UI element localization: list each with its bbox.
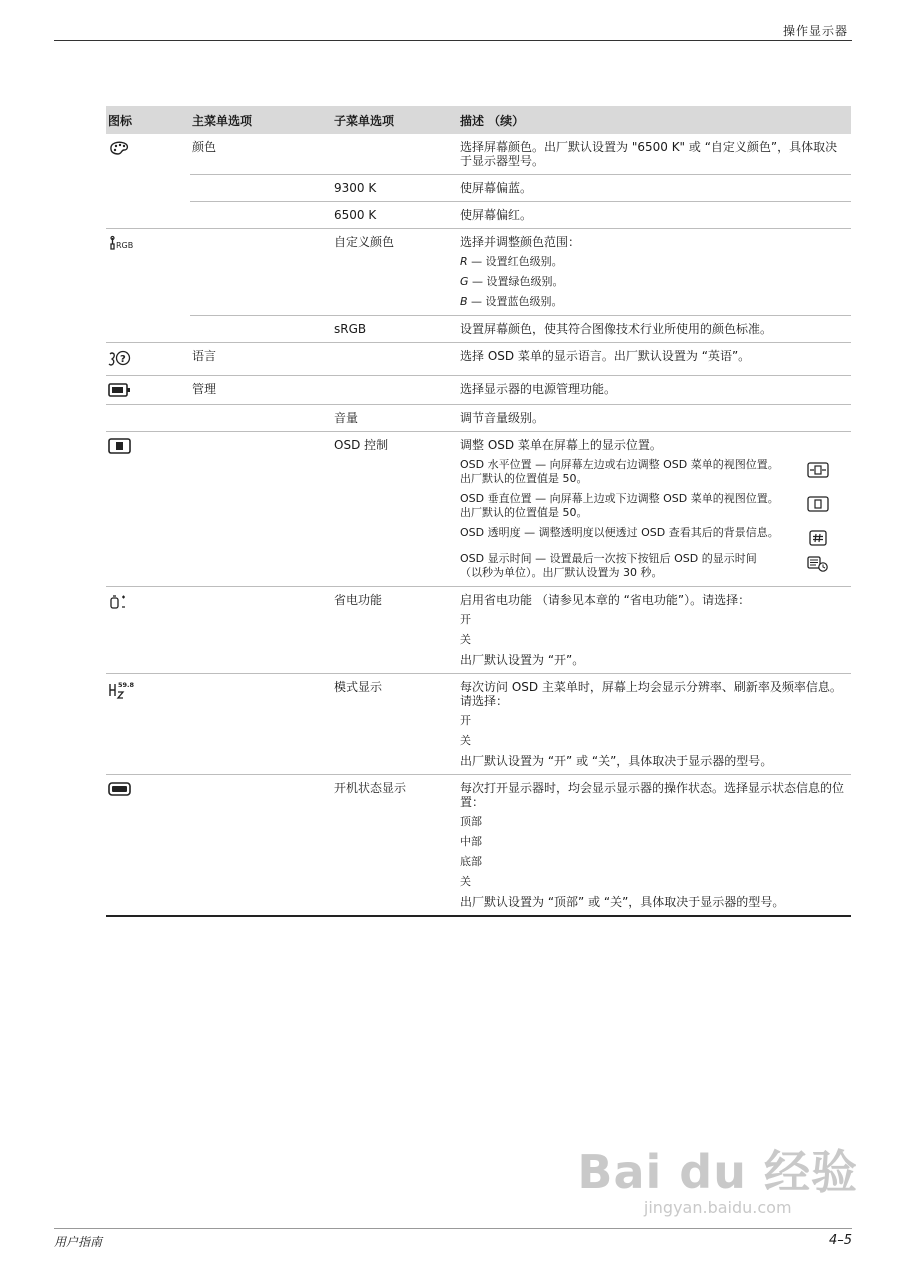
osd-timeout-item: OSD 显示时间 — 设置最后一次按下按钮后 OSD 的显示时间 （以秒为单位）。出厂默认设置为 30 秒。 <box>460 552 847 580</box>
description-power-saver: 启用省电功能 （请参见本章的 “省电功能”）。请选择： 开 关 出厂默认设置为 “开”。 <box>458 587 851 674</box>
baidu-watermark <box>577 1145 858 1217</box>
table-row <box>106 134 851 175</box>
osd-horizontal-item: OSD 水平位置 — 向屏幕左边或右边调整 OSD 菜单的视图位置。出厂默认的位置值是 50。 <box>460 458 847 486</box>
option-off: 关 <box>460 734 471 747</box>
osd-transparency-item: OSD 透明度 — 调整透明度以便透过 OSD 查看其后的背景信息。 <box>460 526 847 546</box>
table-row <box>106 175 851 202</box>
footer-rule <box>54 1228 852 1229</box>
column-header-submenu: 子菜单选项 <box>332 106 458 134</box>
osd-transparency-icon <box>807 530 829 546</box>
option-middle: 中部 <box>460 835 482 848</box>
option-on: 开 <box>460 613 471 626</box>
table-row <box>106 432 851 587</box>
description-9300k: 使屏幕偏蓝。 <box>458 175 851 202</box>
icon-cell <box>106 229 190 343</box>
description-volume: 调节音量级别。 <box>458 405 851 432</box>
watermark-brand: Bai du 经验 <box>577 1145 858 1199</box>
column-header-main-menu: 主菜单选项 <box>190 106 332 134</box>
main-menu-management: 管理 <box>190 376 332 405</box>
option-top: 顶部 <box>460 815 482 828</box>
option-on: 开 <box>460 714 471 727</box>
description-srgb: 设置屏幕颜色，使其符合图像技术行业所使用的颜色标准。 <box>458 316 851 343</box>
submenu-osd-control: OSD 控制 <box>332 432 458 587</box>
table-row <box>106 376 851 405</box>
table-row <box>106 775 851 917</box>
description-osd-control: 调整 OSD 菜单在屏幕上的显示位置。 OSD 水平位置 — 向屏幕左边或右边调整 OSD 菜单的视图位置。出厂默认的位置值是 50。 OSD 垂直位置 — 向屏幕上边或下边调整 OSD 菜单的视图位置。出厂默认的位置值是 50。 OSD 透明度 — 调整透明度以便透过 OSD 查看其后的背景信息。 OSD 显示时间 — 设置最后一次按下按钮后 OSD 的显示时间 （以秒为单位）。出厂默认设置为 30 秒。 <box>458 432 851 587</box>
osd-menu-table <box>106 106 851 917</box>
description-startup-status: 每次打开显示器时，均会显示显示器的操作状态。选择显示状态信息的位置： 顶部 中部 底部 关 出厂默认设置为 “顶部” 或 “关”，具体取决于显示器的型号。 <box>458 775 851 917</box>
table-row <box>106 674 851 775</box>
submenu-volume: 音量 <box>332 405 458 432</box>
option-off: 关 <box>460 875 471 888</box>
submenu-startup-status: 开机状态显示 <box>332 775 458 917</box>
submenu-custom-color: 自定义颜色 <box>332 229 458 316</box>
icon-cell <box>106 432 190 587</box>
custom-r-line: R — 设置红色级别。 <box>460 255 563 268</box>
description-custom-color: 选择并调整颜色范围： R — 设置红色级别。 G — 设置绿色级别。 B — 设置蓝色级别。 <box>458 229 851 316</box>
default-setting: 出厂默认设置为 “顶部” 或 “关”，具体取决于显示器的型号。 <box>460 895 785 909</box>
custom-g-line: G — 设置绿色级别。 <box>460 275 564 288</box>
rgb-adjust-icon <box>108 235 186 251</box>
header-rule <box>54 40 852 41</box>
page-number: 4–5 <box>828 1233 852 1248</box>
table-row <box>106 405 851 432</box>
custom-b-line: B — 设置蓝色级别。 <box>460 295 563 308</box>
management-icon <box>108 382 186 398</box>
option-bottom: 底部 <box>460 855 482 868</box>
default-setting: 出厂默认设置为 “开” 或 “关”，具体取决于显示器的型号。 <box>460 754 773 768</box>
submenu-9300k: 9300 K <box>332 175 458 202</box>
description-mode-display: 每次访问 OSD 主菜单时，屏幕上均会显示分辨率、刷新率及频率信息。请选择： 开 关 出厂默认设置为 “开” 或 “关”，具体取决于显示器的型号。 <box>458 674 851 775</box>
startup-status-icon <box>108 781 186 797</box>
osd-vertical-icon <box>807 496 829 512</box>
column-header-icon: 图标 <box>106 106 190 134</box>
language-icon <box>108 349 186 369</box>
svg-text:RGB: RGB <box>116 241 134 250</box>
table-header-row <box>106 106 851 134</box>
main-menu-language: 语言 <box>190 343 332 376</box>
description-color: 选择屏幕颜色。出厂默认设置为 "6500 K" 或 “自定义颜色”，具体取决于显示器型号。 <box>460 140 838 168</box>
main-menu-color: 颜色 <box>192 140 217 154</box>
icon-cell <box>106 376 190 405</box>
icon-cell <box>106 674 190 775</box>
mode-icon-label: 59.8 <box>118 681 134 689</box>
watermark-url: jingyan.baidu.com <box>643 1198 792 1217</box>
power-saver-icon <box>108 593 186 611</box>
palette-icon <box>108 140 186 156</box>
submenu-srgb: sRGB <box>332 316 458 343</box>
osd-timeout-icon <box>807 556 829 572</box>
table-row <box>106 229 851 316</box>
table-row <box>106 343 851 376</box>
svg-text:?: ? <box>120 354 126 365</box>
submenu-6500k: 6500 K <box>332 202 458 229</box>
submenu-mode-display: 模式显示 <box>332 674 458 775</box>
osd-horizontal-icon <box>807 462 829 478</box>
footer-doc-title: 用户指南 <box>54 1235 103 1249</box>
description-6500k: 使屏幕偏红。 <box>458 202 851 229</box>
option-off: 关 <box>460 633 471 646</box>
column-header-description: 描述 （续） <box>458 106 851 134</box>
icon-cell <box>106 134 190 229</box>
table-row <box>106 202 851 229</box>
description-management: 选择显示器的电源管理功能。 <box>458 376 851 405</box>
icon-cell <box>106 587 190 674</box>
table-row <box>106 587 851 674</box>
icon-cell <box>106 775 190 917</box>
table-row <box>106 316 851 343</box>
submenu-power-saver: 省电功能 <box>332 587 458 674</box>
description-language: 选择 OSD 菜单的显示语言。出厂默认设置为 “英语”。 <box>458 343 851 376</box>
icon-cell <box>106 343 190 376</box>
osd-control-icon <box>108 438 186 454</box>
mode-display-icon <box>108 680 186 700</box>
default-setting: 出厂默认设置为 “开”。 <box>460 653 585 667</box>
page-section-title: 操作显示器 <box>782 24 848 38</box>
osd-vertical-item: OSD 垂直位置 — 向屏幕上边或下边调整 OSD 菜单的视图位置。出厂默认的位置值是 50。 <box>460 492 847 520</box>
